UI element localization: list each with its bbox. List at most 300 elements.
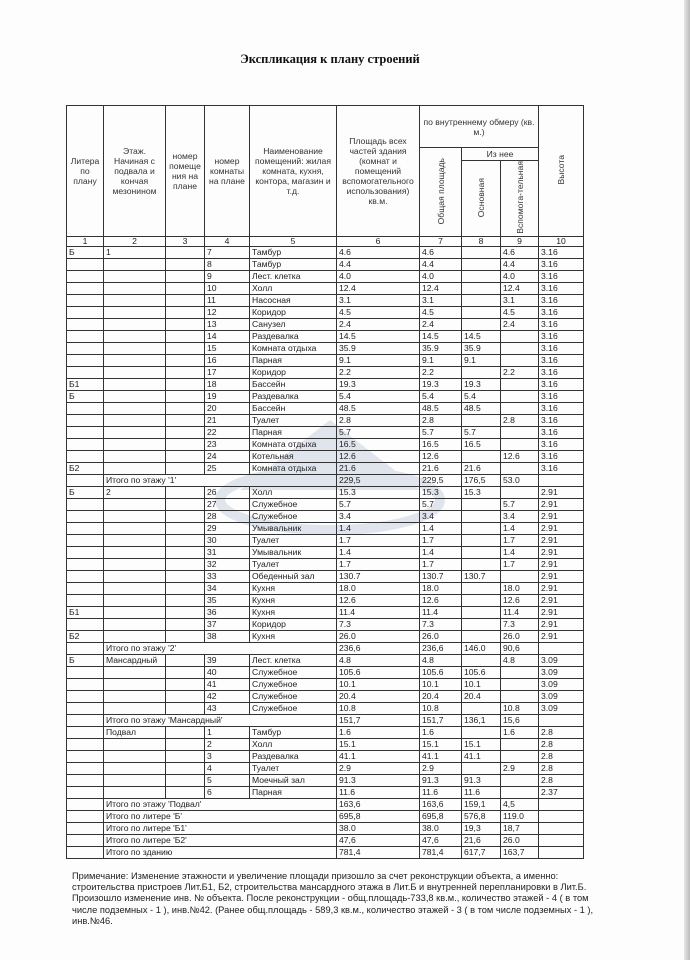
cell-height: 3.16 <box>539 414 584 426</box>
cell-area-all: 10.8 <box>337 702 420 714</box>
cell-area-total: 14.5 <box>420 330 462 342</box>
cell-area-aux: 1.4 <box>501 522 539 534</box>
cell-area-all: 35.9 <box>337 342 420 354</box>
cell-litera <box>67 834 104 846</box>
cell-height: 2.91 <box>539 606 584 618</box>
cell-area-total: 1.4 <box>420 522 462 534</box>
cell-area-all: 5.7 <box>337 426 420 438</box>
cell-area-main <box>462 498 501 510</box>
cell-area-main: 41.1 <box>462 750 501 762</box>
table-row <box>67 666 584 678</box>
cell-room-number: 9 <box>205 270 250 282</box>
cell-room-number: 3 <box>205 750 250 762</box>
cell-room-number: 36 <box>205 606 250 618</box>
cell-litera <box>67 690 104 702</box>
cell-height <box>539 474 584 486</box>
cell-area-total: 5.7 <box>420 426 462 438</box>
cell-height: 2.91 <box>539 582 584 594</box>
cell-litera <box>67 510 104 522</box>
table-row <box>67 510 584 522</box>
cell-floor <box>104 366 166 378</box>
table-row <box>67 402 584 414</box>
cell-premise-number <box>166 258 205 270</box>
cell-height: 3.09 <box>539 690 584 702</box>
cell-area-aux <box>501 438 539 450</box>
cell-premise-number <box>166 390 205 402</box>
cell-area-all: 2.8 <box>337 414 420 426</box>
cell-litera: Б1 <box>67 606 104 618</box>
table-row <box>67 462 584 474</box>
cell-area-main: 10.1 <box>462 678 501 690</box>
cell-area-main <box>462 450 501 462</box>
total-label: Итого по этажу 'Подвал' <box>104 798 337 810</box>
cell-litera: Б <box>67 390 104 402</box>
table-row <box>67 282 584 294</box>
total-label: Итого по литере 'Б1' <box>104 822 337 834</box>
cell-height: 3.16 <box>539 258 584 270</box>
cell-height <box>539 834 584 846</box>
column-number: 6 <box>337 236 420 246</box>
cell-room-name: Холл <box>250 282 337 294</box>
cell-area-total: 1.4 <box>420 546 462 558</box>
cell-room-number: 28 <box>205 510 250 522</box>
total-label: Итого по зданию <box>104 846 337 858</box>
cell-floor <box>104 426 166 438</box>
table-row <box>67 570 584 582</box>
cell-area-main: 35.9 <box>462 342 501 354</box>
table-row <box>67 786 584 798</box>
cell-height: 3.16 <box>539 366 584 378</box>
table-row <box>67 558 584 570</box>
cell-area-main: 617,7 <box>462 846 501 858</box>
cell-area-total: 38.0 <box>420 822 462 834</box>
cell-litera <box>67 534 104 546</box>
cell-room-name: Служебное <box>250 666 337 678</box>
cell-area-total: 18.0 <box>420 582 462 594</box>
cell-area-aux <box>501 774 539 786</box>
cell-height: 2.8 <box>539 774 584 786</box>
cell-room-name: Туалет <box>250 414 337 426</box>
table-row <box>67 258 584 270</box>
cell-area-all: 26.0 <box>337 630 420 642</box>
cell-litera <box>67 618 104 630</box>
cell-floor <box>104 618 166 630</box>
total-label: Итого по литере 'Б' <box>104 810 337 822</box>
cell-area-aux: 53.0 <box>501 474 539 486</box>
cell-height: 3.16 <box>539 306 584 318</box>
cell-area-aux: 2.9 <box>501 762 539 774</box>
cell-area-all: 14.5 <box>337 330 420 342</box>
cell-area-total: 2.8 <box>420 414 462 426</box>
cell-floor <box>104 438 166 450</box>
cell-area-total: 130.7 <box>420 570 462 582</box>
cell-area-aux <box>501 402 539 414</box>
cell-premise-number <box>166 282 205 294</box>
cell-litera <box>67 258 104 270</box>
cell-room-name: Комната отдыха <box>250 462 337 474</box>
table-row <box>67 330 584 342</box>
cell-room-number: 8 <box>205 258 250 270</box>
cell-premise-number <box>166 402 205 414</box>
cell-floor <box>104 318 166 330</box>
cell-area-total: 695,8 <box>420 810 462 822</box>
cell-area-aux: 3.1 <box>501 294 539 306</box>
cell-area-main: 5.7 <box>462 426 501 438</box>
cell-area-main: 15.3 <box>462 486 501 498</box>
cell-room-name: Насосная <box>250 294 337 306</box>
cell-premise-number <box>166 774 205 786</box>
cell-area-all: 47,6 <box>337 834 420 846</box>
cell-area-main <box>462 654 501 666</box>
cell-room-name: Тамбур <box>250 246 337 258</box>
cell-room-number: 39 <box>205 654 250 666</box>
cell-premise-number <box>166 678 205 690</box>
cell-litera <box>67 846 104 858</box>
cell-floor <box>104 270 166 282</box>
cell-area-aux: 4.5 <box>501 306 539 318</box>
cell-area-all: 236,6 <box>337 642 420 654</box>
cell-area-aux <box>501 786 539 798</box>
cell-area-main: 5.4 <box>462 390 501 402</box>
table-row <box>67 750 584 762</box>
cell-height: 2.91 <box>539 498 584 510</box>
cell-floor <box>104 282 166 294</box>
cell-room-name: Раздевалка <box>250 390 337 402</box>
cell-area-total: 26.0 <box>420 630 462 642</box>
cell-height: 3.16 <box>539 282 584 294</box>
total-row <box>67 474 584 486</box>
cell-room-number: 18 <box>205 378 250 390</box>
cell-area-all: 5.4 <box>337 390 420 402</box>
cell-room-number: 12 <box>205 306 250 318</box>
cell-premise-number <box>166 690 205 702</box>
cell-height: 3.09 <box>539 654 584 666</box>
cell-height: 3.09 <box>539 702 584 714</box>
cell-area-aux: 2.8 <box>501 414 539 426</box>
page-edge-shadow <box>684 0 690 960</box>
cell-premise-number <box>166 654 205 666</box>
cell-area-aux: 4,5 <box>501 798 539 810</box>
table-row <box>67 606 584 618</box>
cell-area-main <box>462 582 501 594</box>
cell-room-name: Раздевалка <box>250 330 337 342</box>
total-row <box>67 834 584 846</box>
cell-premise-number <box>166 630 205 642</box>
cell-floor <box>104 342 166 354</box>
header-room-name: Наименование помещений: жилая комната, кухня, контора, магазин и т.д. <box>250 106 337 237</box>
cell-room-number: 5 <box>205 774 250 786</box>
column-number: 1 <box>67 236 104 246</box>
cell-floor: 1 <box>104 246 166 258</box>
cell-height: 2.8 <box>539 738 584 750</box>
cell-area-aux: 4.6 <box>501 246 539 258</box>
cell-area-aux <box>501 378 539 390</box>
cell-premise-number <box>166 558 205 570</box>
table-row <box>67 498 584 510</box>
cell-area-main <box>462 618 501 630</box>
cell-height: 3.16 <box>539 402 584 414</box>
cell-height <box>539 798 584 810</box>
cell-floor: Мансардный <box>104 654 166 666</box>
cell-area-all: 12.6 <box>337 594 420 606</box>
cell-area-main: 16.5 <box>462 438 501 450</box>
cell-area-total: 3.4 <box>420 510 462 522</box>
cell-area-aux: 18.0 <box>501 582 539 594</box>
cell-litera <box>67 798 104 810</box>
cell-area-main <box>462 762 501 774</box>
cell-floor <box>104 522 166 534</box>
cell-room-name: Кухня <box>250 582 337 594</box>
cell-area-total: 12.6 <box>420 594 462 606</box>
cell-area-main: 176,5 <box>462 474 501 486</box>
cell-premise-number <box>166 546 205 558</box>
cell-height: 3.16 <box>539 438 584 450</box>
cell-room-number: 26 <box>205 486 250 498</box>
cell-floor <box>104 294 166 306</box>
cell-floor: 2 <box>104 486 166 498</box>
cell-area-all: 3.4 <box>337 510 420 522</box>
cell-height <box>539 714 584 726</box>
cell-area-aux: 12.6 <box>501 594 539 606</box>
cell-area-total: 20.4 <box>420 690 462 702</box>
cell-area-all: 38.0 <box>337 822 420 834</box>
column-number: 2 <box>104 236 166 246</box>
cell-area-aux: 5.7 <box>501 498 539 510</box>
cell-litera <box>67 702 104 714</box>
total-row <box>67 642 584 654</box>
cell-area-aux: 163,7 <box>501 846 539 858</box>
cell-premise-number <box>166 510 205 522</box>
cell-area-all: 105.6 <box>337 666 420 678</box>
cell-area-total: 15.3 <box>420 486 462 498</box>
cell-area-all: 12.4 <box>337 282 420 294</box>
cell-premise-number <box>166 606 205 618</box>
cell-area-aux <box>501 570 539 582</box>
header-inner-measure: по внутреннему обмеру (кв. м.) <box>420 106 539 148</box>
cell-litera <box>67 438 104 450</box>
column-number: 5 <box>250 236 337 246</box>
cell-height: 3.16 <box>539 450 584 462</box>
cell-room-number: 1 <box>205 726 250 738</box>
cell-area-main: 146.0 <box>462 642 501 654</box>
cell-height: 2.8 <box>539 762 584 774</box>
table-row <box>67 354 584 366</box>
cell-premise-number <box>166 594 205 606</box>
cell-height: 3.16 <box>539 354 584 366</box>
cell-area-all: 163,6 <box>337 798 420 810</box>
cell-area-total: 236,6 <box>420 642 462 654</box>
cell-floor <box>104 582 166 594</box>
cell-litera <box>67 774 104 786</box>
cell-room-name: Тамбур <box>250 726 337 738</box>
cell-litera <box>67 414 104 426</box>
cell-height <box>539 822 584 834</box>
cell-litera <box>67 546 104 558</box>
cell-floor <box>104 510 166 522</box>
table-row <box>67 594 584 606</box>
cell-area-main <box>462 306 501 318</box>
cell-litera <box>67 726 104 738</box>
cell-floor <box>104 402 166 414</box>
column-number-row <box>67 236 584 246</box>
cell-room-name: Туалет <box>250 534 337 546</box>
cell-litera <box>67 762 104 774</box>
cell-area-total: 781,4 <box>420 846 462 858</box>
table-row <box>67 630 584 642</box>
cell-area-total: 91.3 <box>420 774 462 786</box>
cell-height <box>539 846 584 858</box>
cell-room-number: 17 <box>205 366 250 378</box>
cell-litera <box>67 714 104 726</box>
cell-height: 3.16 <box>539 246 584 258</box>
cell-area-main: 136,1 <box>462 714 501 726</box>
cell-area-aux <box>501 678 539 690</box>
table-row <box>67 582 584 594</box>
cell-floor <box>104 630 166 642</box>
cell-room-name: Коридор <box>250 366 337 378</box>
cell-premise-number <box>166 438 205 450</box>
header-height: Высота <box>539 106 584 237</box>
cell-area-aux: 1.6 <box>501 726 539 738</box>
cell-premise-number <box>166 666 205 678</box>
cell-room-name: Комната отдыха <box>250 342 337 354</box>
cell-room-name: Служебное <box>250 678 337 690</box>
cell-area-total: 11.6 <box>420 786 462 798</box>
cell-height: 3.16 <box>539 390 584 402</box>
cell-room-name: Кухня <box>250 606 337 618</box>
cell-litera <box>67 330 104 342</box>
cell-room-number: 13 <box>205 318 250 330</box>
table-row <box>67 774 584 786</box>
cell-area-main: 21.6 <box>462 462 501 474</box>
cell-area-aux <box>501 354 539 366</box>
table-row <box>67 738 584 750</box>
cell-floor <box>104 546 166 558</box>
cell-area-aux: 1.4 <box>501 546 539 558</box>
cell-room-number: 16 <box>205 354 250 366</box>
cell-floor <box>104 354 166 366</box>
cell-height: 3.16 <box>539 378 584 390</box>
cell-height: 2.8 <box>539 726 584 738</box>
cell-area-aux: 7.3 <box>501 618 539 630</box>
cell-area-total: 21.6 <box>420 462 462 474</box>
cell-room-number: 2 <box>205 738 250 750</box>
cell-area-total: 10.1 <box>420 678 462 690</box>
cell-area-main: 14.5 <box>462 330 501 342</box>
cell-premise-number <box>166 522 205 534</box>
cell-area-aux: 11.4 <box>501 606 539 618</box>
cell-litera <box>67 810 104 822</box>
cell-height: 2.91 <box>539 558 584 570</box>
cell-premise-number <box>166 318 205 330</box>
cell-area-main <box>462 534 501 546</box>
cell-area-main <box>462 558 501 570</box>
total-label: Итого по этажу '2' <box>104 642 337 654</box>
cell-room-number: 31 <box>205 546 250 558</box>
table-row <box>67 438 584 450</box>
cell-height: 2.91 <box>539 534 584 546</box>
cell-height <box>539 642 584 654</box>
header-total-area-all: Площадь всех частей здания (комнат и помещений вспомогательного использования) кв.м. <box>337 106 420 237</box>
cell-litera <box>67 270 104 282</box>
cell-area-aux: 18,7 <box>501 822 539 834</box>
cell-area-main: 105.6 <box>462 666 501 678</box>
cell-premise-number <box>166 582 205 594</box>
cell-height: 3.16 <box>539 294 584 306</box>
cell-litera: Б2 <box>67 462 104 474</box>
cell-area-main: 19,3 <box>462 822 501 834</box>
cell-floor <box>104 570 166 582</box>
cell-area-aux <box>501 666 539 678</box>
table-row <box>67 546 584 558</box>
cell-room-name: Бассейн <box>250 378 337 390</box>
cell-premise-number <box>166 354 205 366</box>
cell-area-aux: 12.4 <box>501 282 539 294</box>
cell-premise-number <box>166 378 205 390</box>
cell-area-aux <box>501 342 539 354</box>
cell-floor <box>104 378 166 390</box>
cell-floor <box>104 258 166 270</box>
cell-area-aux <box>501 462 539 474</box>
cell-area-all: 91.3 <box>337 774 420 786</box>
cell-premise-number <box>166 570 205 582</box>
cell-area-all: 15.3 <box>337 486 420 498</box>
cell-room-name: Парная <box>250 786 337 798</box>
cell-area-all: 7.3 <box>337 618 420 630</box>
cell-area-all: 48.5 <box>337 402 420 414</box>
cell-premise-number <box>166 270 205 282</box>
cell-area-all: 151,7 <box>337 714 420 726</box>
cell-room-name: Обеденный зал <box>250 570 337 582</box>
cell-area-all: 2.9 <box>337 762 420 774</box>
cell-area-all: 2.4 <box>337 318 420 330</box>
cell-area-all: 4.4 <box>337 258 420 270</box>
cell-height: 2.8 <box>539 750 584 762</box>
cell-area-all: 4.0 <box>337 270 420 282</box>
cell-area-all: 11.4 <box>337 606 420 618</box>
cell-room-number: 27 <box>205 498 250 510</box>
cell-area-aux: 3.4 <box>501 510 539 522</box>
cell-room-number: 38 <box>205 630 250 642</box>
cell-area-all: 10.1 <box>337 678 420 690</box>
cell-area-all: 21.6 <box>337 462 420 474</box>
cell-room-name: Туалет <box>250 558 337 570</box>
cell-litera <box>67 570 104 582</box>
footnote: Примечание: Изменение этажности и увеличение площади призошло за счет реконструкции объекта, а именно: строительства пристроев Лит.Б1, Б2, строительства мансардного этажа в Лит.Б и внутренней перепланировки в Лит.Б. Произошло изменение инв. № объекта. После реконструкции - общ.площадь-733,8 кв.м., количество этажей - 4 ( в том числе подземных - 1 ), инв.№42. (Ранее общ.площадь - 589,3 кв.м., количество этажей - 3 ( в том числе подземных - 1 ), инв.№46. <box>72 870 594 926</box>
cell-area-all: 9.1 <box>337 354 420 366</box>
cell-area-main: 15.1 <box>462 738 501 750</box>
total-row <box>67 714 584 726</box>
cell-area-total: 2.4 <box>420 318 462 330</box>
cell-floor <box>104 774 166 786</box>
cell-area-total: 12.4 <box>420 282 462 294</box>
cell-area-main <box>462 246 501 258</box>
cell-room-number: 35 <box>205 594 250 606</box>
cell-room-name: Тамбур <box>250 258 337 270</box>
cell-floor <box>104 450 166 462</box>
cell-floor <box>104 606 166 618</box>
cell-area-main: 130.7 <box>462 570 501 582</box>
cell-room-name: Парная <box>250 426 337 438</box>
cell-area-main <box>462 318 501 330</box>
cell-premise-number <box>166 738 205 750</box>
cell-area-aux <box>501 690 539 702</box>
cell-floor <box>104 330 166 342</box>
cell-area-main <box>462 702 501 714</box>
cell-area-all: 12.6 <box>337 450 420 462</box>
cell-premise-number <box>166 294 205 306</box>
cell-floor <box>104 390 166 402</box>
